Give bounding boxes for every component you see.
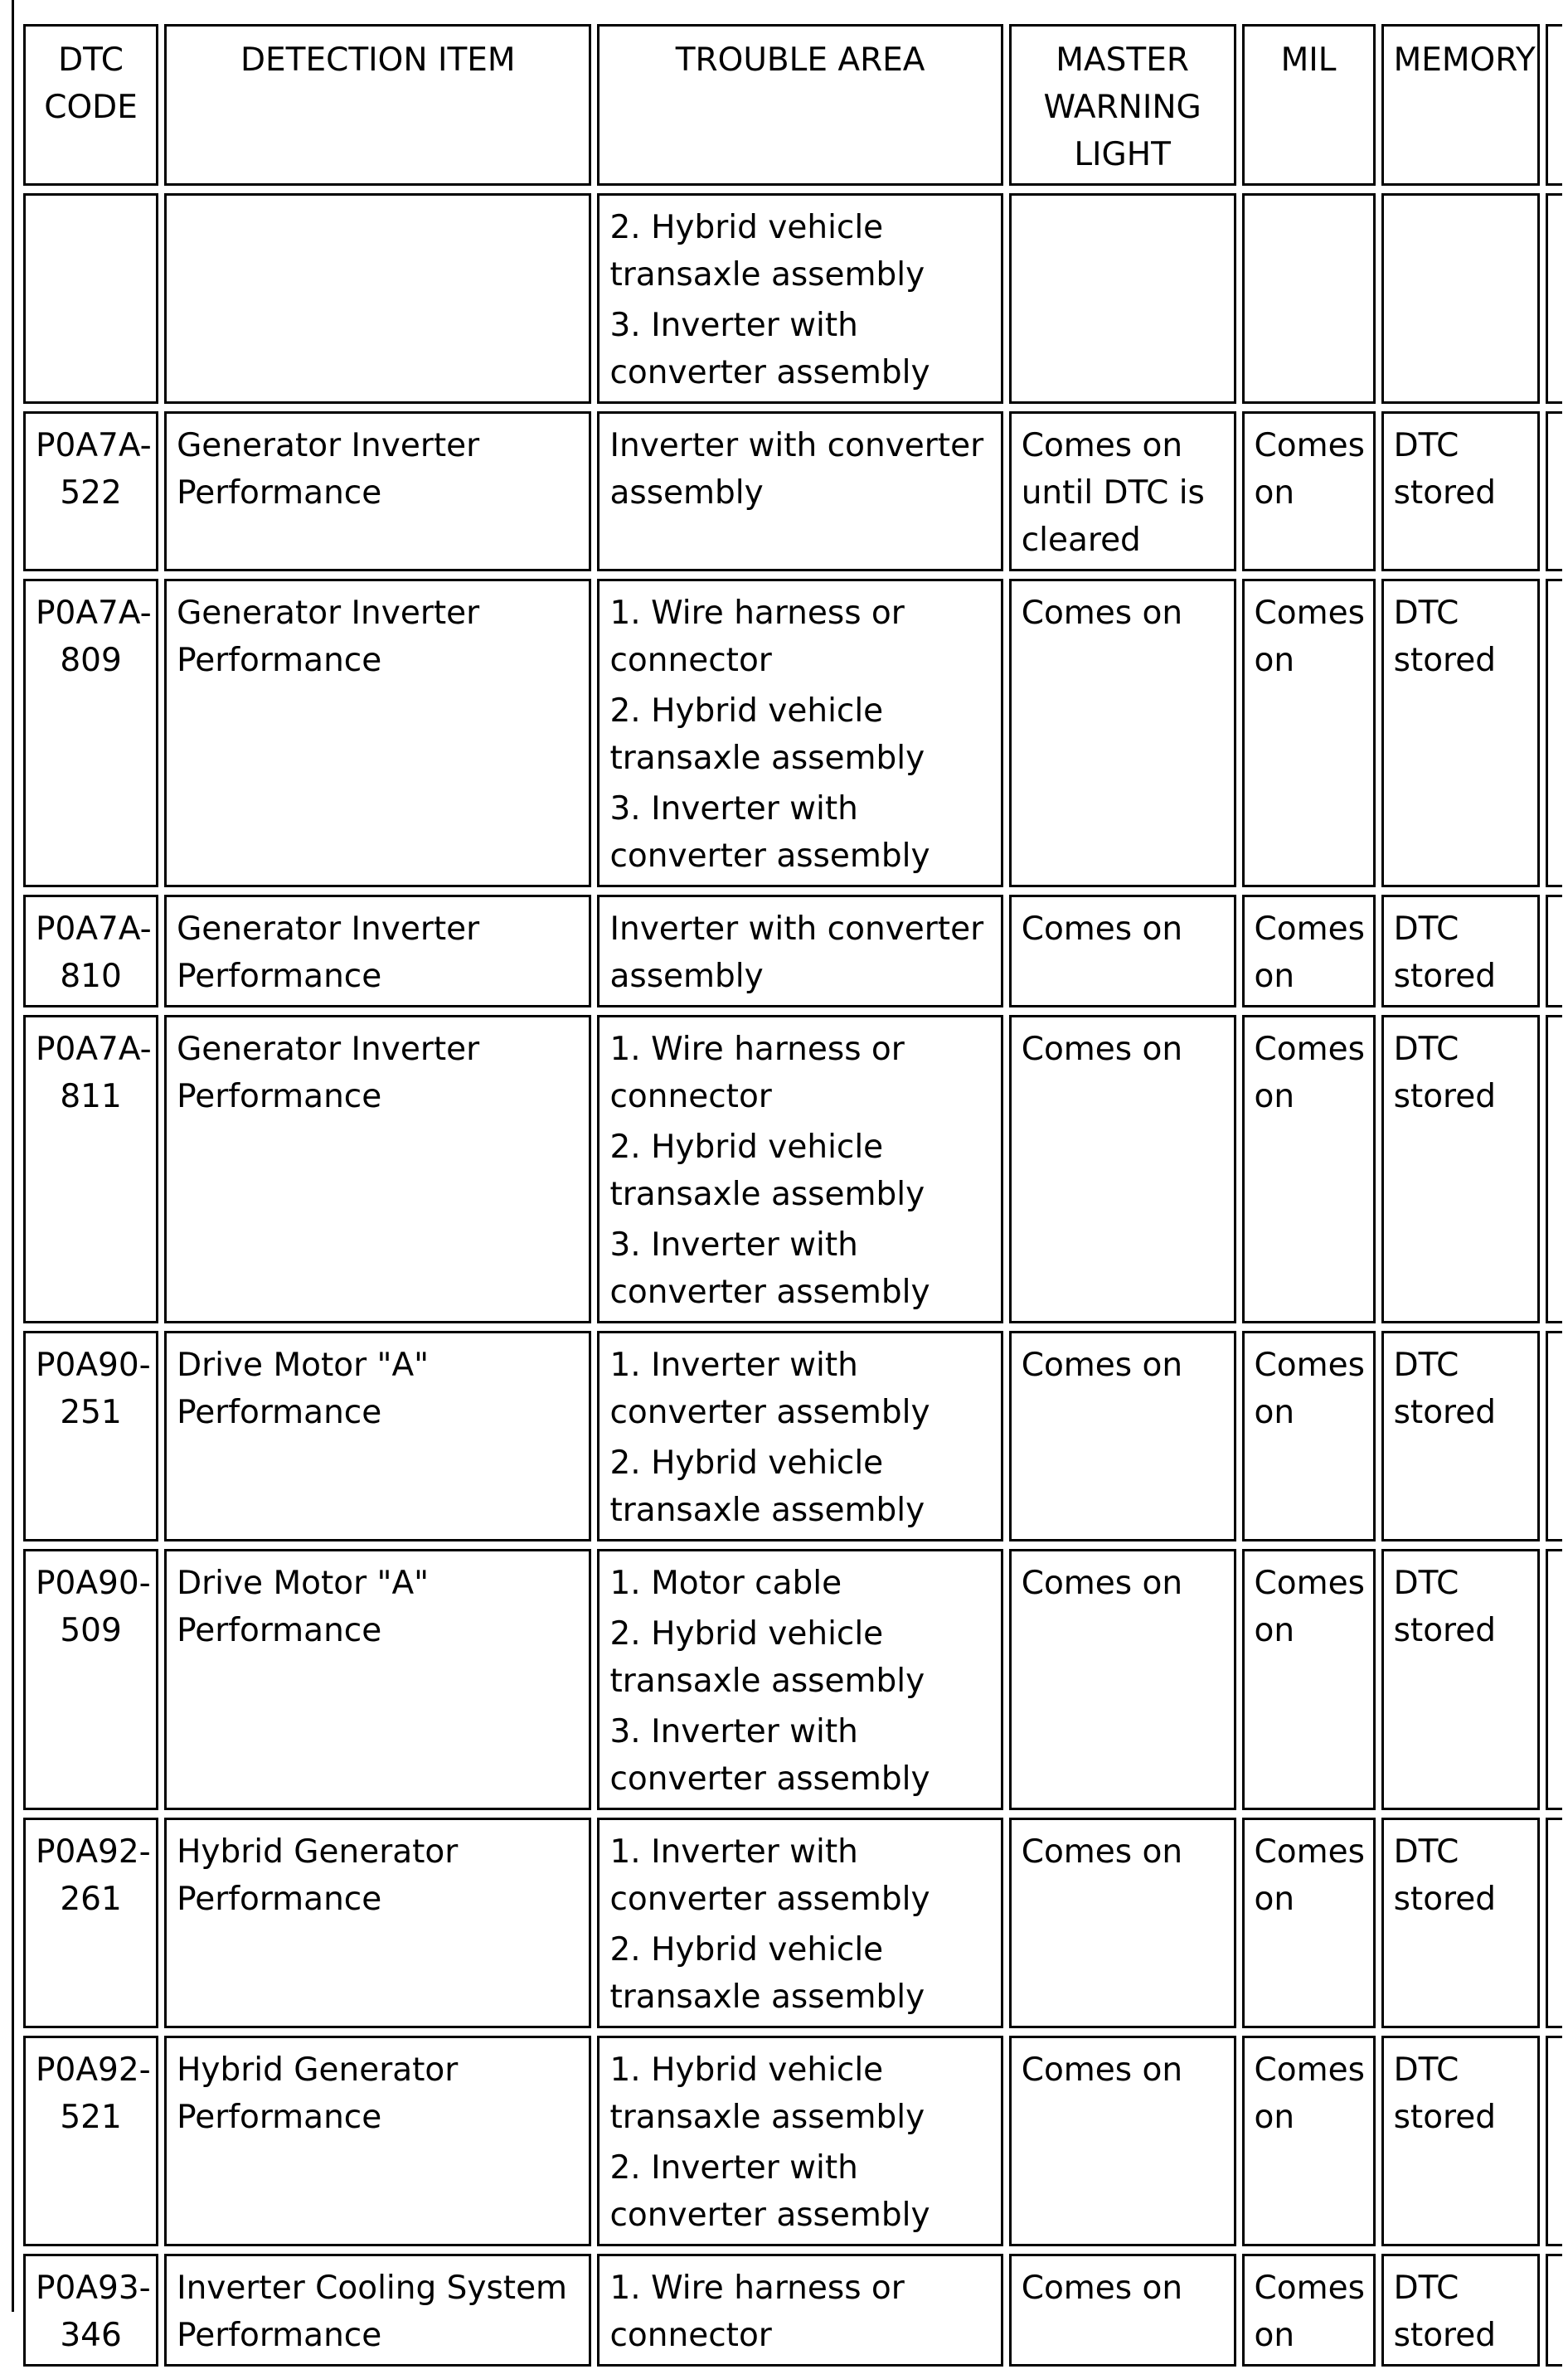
header-mil: MIL — [1242, 24, 1376, 186]
table-body — [23, 193, 1562, 2367]
memory-cell: DTC stored — [1381, 1818, 1540, 2028]
mil-cell: Comes on — [1242, 895, 1376, 1007]
detection-item-cell: Drive Motor "A" Performance — [164, 1549, 591, 1810]
master-warning-light-cell: Comes on — [1009, 1015, 1236, 1323]
master-warning-light-cell — [1009, 193, 1236, 404]
trouble-area-cell — [597, 2254, 1002, 2367]
table-header-row — [23, 24, 1562, 186]
trouble-area-cell — [597, 579, 1002, 887]
clipped-column-cell — [1546, 411, 1562, 571]
trouble-area-item: 3. Inverter with converter assembly — [609, 307, 930, 391]
clipped-column-cell — [1546, 1818, 1562, 2028]
table-row — [23, 895, 1562, 1007]
clipped-column-cell — [1546, 1331, 1562, 1541]
dtc-code-cell: P0A93-346 — [23, 2254, 158, 2367]
trouble-area-item: 2. Hybrid vehicle transaxle assembly — [609, 209, 925, 294]
table-row — [23, 1818, 1562, 2028]
detection-item-cell: Generator Inverter Performance — [164, 1015, 591, 1323]
mil-cell: Comes on — [1242, 1549, 1376, 1810]
trouble-area-item: 1. Hybrid vehicle transaxle assembly — [609, 2051, 925, 2136]
table-row — [23, 1549, 1562, 1810]
detection-item-cell — [164, 193, 591, 404]
trouble-area-item: 1. Wire harness or connector — [609, 1031, 905, 1115]
dtc-code-cell: P0A90-251 — [23, 1331, 158, 1541]
clipped-column-cell — [1546, 193, 1562, 404]
clipped-column-cell — [1546, 2036, 1562, 2246]
trouble-area-item: 1. Wire harness or connector — [609, 595, 905, 679]
memory-cell: DTC stored — [1381, 1015, 1540, 1323]
table-row — [23, 579, 1562, 887]
dtc-code-cell: P0A92-261 — [23, 1818, 158, 2028]
mil-cell: Comes on — [1242, 1818, 1376, 2028]
clipped-column-cell — [1546, 579, 1562, 887]
memory-cell: DTC stored — [1381, 895, 1540, 1007]
dtc-code-cell: P0A7A-811 — [23, 1015, 158, 1323]
trouble-area-cell — [597, 1015, 1002, 1323]
trouble-area-cell — [597, 1549, 1002, 1810]
master-warning-light-cell: Comes on — [1009, 579, 1236, 887]
dtc-code-cell: P0A90-509 — [23, 1549, 158, 1810]
mil-cell: Comes on — [1242, 1015, 1376, 1323]
detection-item-cell: Generator Inverter Performance — [164, 579, 591, 887]
master-warning-light-cell: Comes on — [1009, 895, 1236, 1007]
memory-cell: DTC stored — [1381, 579, 1540, 887]
dtc-code-cell: P0A7A-522 — [23, 411, 158, 571]
trouble-area-item: 3. Inverter with converter assembly — [609, 1226, 930, 1311]
clipped-column-cell — [1546, 1015, 1562, 1323]
master-warning-light-cell: Comes on — [1009, 1331, 1236, 1541]
trouble-area-cell — [597, 2036, 1002, 2246]
mil-cell: Comes on — [1242, 411, 1376, 571]
detection-item-cell: Drive Motor "A" Performance — [164, 1331, 591, 1541]
mil-cell: Comes on — [1242, 1331, 1376, 1541]
header-trouble-area: TROUBLE AREA — [597, 24, 1002, 186]
trouble-area-cell — [597, 895, 1002, 1007]
memory-cell: DTC stored — [1381, 1549, 1540, 1810]
clipped-column-cell — [1546, 895, 1562, 1007]
header-clipped-column — [1546, 24, 1562, 186]
trouble-area-item: 1. Motor cable — [609, 1565, 842, 1602]
header-master-warning-light: MASTER WARNING LIGHT — [1009, 24, 1236, 186]
clipped-column-cell — [1546, 2254, 1562, 2367]
trouble-area-cell — [597, 193, 1002, 404]
table-row — [23, 1015, 1562, 1323]
dtc-table — [17, 17, 1568, 2374]
trouble-area-item: 2. Hybrid vehicle transaxle assembly — [609, 1931, 925, 2016]
trouble-area-item: 2. Hybrid vehicle transaxle assembly — [609, 1615, 925, 1700]
mil-cell — [1242, 193, 1376, 404]
mil-cell: Comes on — [1242, 579, 1376, 887]
left-border-rule — [12, 0, 14, 2312]
master-warning-light-cell: Comes on — [1009, 2036, 1236, 2246]
trouble-area-item: 2. Hybrid vehicle transaxle assembly — [609, 1444, 925, 1529]
memory-cell: DTC stored — [1381, 1331, 1540, 1541]
header-dtc-code: DTC CODE — [23, 24, 158, 186]
table-row — [23, 193, 1562, 404]
header-memory: MEMORY — [1381, 24, 1540, 186]
clipped-column-cell — [1546, 1549, 1562, 1810]
trouble-area-item: Inverter with converter assembly — [609, 427, 984, 512]
detection-item-cell: Generator Inverter Performance — [164, 895, 591, 1007]
dtc-code-cell: P0A92-521 — [23, 2036, 158, 2246]
trouble-area-item: 2. Hybrid vehicle transaxle assembly — [609, 1129, 925, 1213]
trouble-area-cell — [597, 411, 1002, 571]
trouble-area-item: Inverter with converter assembly — [609, 910, 984, 995]
trouble-area-item: 1. Inverter with converter assembly — [609, 1347, 930, 1431]
trouble-area-item: 2. Inverter with converter assembly — [609, 2149, 930, 2234]
mil-cell: Comes on — [1242, 2254, 1376, 2367]
memory-cell: DTC stored — [1381, 2254, 1540, 2367]
trouble-area-item: 2. Hybrid vehicle transaxle assembly — [609, 692, 925, 777]
table-row — [23, 2036, 1562, 2246]
trouble-area-item: 3. Inverter with converter assembly — [609, 1713, 930, 1798]
trouble-area-item: 1. Inverter with converter assembly — [609, 1833, 930, 1918]
dtc-code-cell: P0A7A-810 — [23, 895, 158, 1007]
header-detection-item: DETECTION ITEM — [164, 24, 591, 186]
master-warning-light-cell: Comes on — [1009, 1549, 1236, 1810]
master-warning-light-cell: Comes on — [1009, 2254, 1236, 2367]
master-warning-light-cell: Comes on until DTC is cleared — [1009, 411, 1236, 571]
memory-cell — [1381, 193, 1540, 404]
memory-cell: DTC stored — [1381, 2036, 1540, 2246]
detection-item-cell: Generator Inverter Performance — [164, 411, 591, 571]
detection-item-cell: Hybrid Generator Performance — [164, 1818, 591, 2028]
table-row — [23, 2254, 1562, 2367]
trouble-area-item: 3. Inverter with converter assembly — [609, 790, 930, 875]
memory-cell: DTC stored — [1381, 411, 1540, 571]
trouble-area-cell — [597, 1331, 1002, 1541]
trouble-area-item: 1. Wire harness or connector — [609, 2270, 905, 2354]
detection-item-cell: Hybrid Generator Performance — [164, 2036, 591, 2246]
master-warning-light-cell: Comes on — [1009, 1818, 1236, 2028]
dtc-code-cell — [23, 193, 158, 404]
trouble-area-cell — [597, 1818, 1002, 2028]
detection-item-cell: Inverter Cooling System Performance — [164, 2254, 591, 2367]
dtc-code-cell: P0A7A-809 — [23, 579, 158, 887]
mil-cell: Comes on — [1242, 2036, 1376, 2246]
table-row — [23, 411, 1562, 571]
table-row — [23, 1331, 1562, 1541]
